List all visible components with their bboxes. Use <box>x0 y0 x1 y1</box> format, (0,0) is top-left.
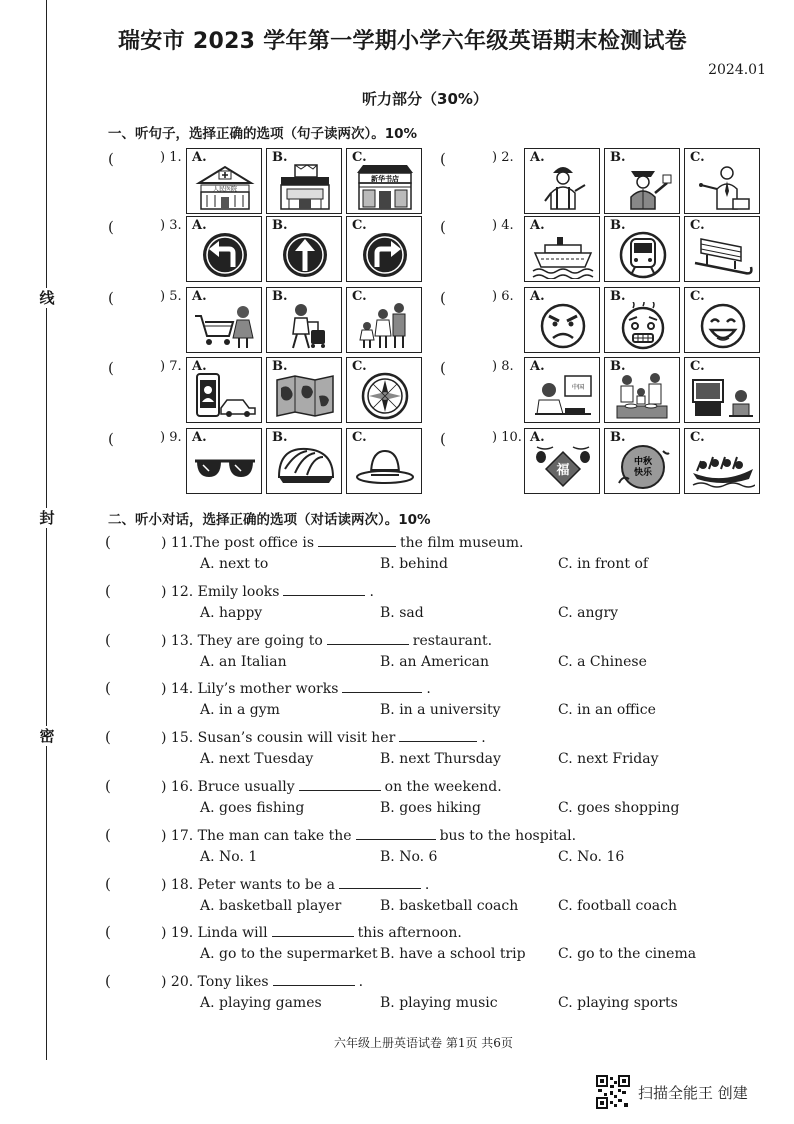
option-c-picture[interactable] <box>346 148 422 214</box>
option-b-picture[interactable] <box>604 216 680 282</box>
option-a-picture[interactable] <box>186 428 262 494</box>
question-number: ) 1. <box>160 150 182 165</box>
worker-icon <box>531 163 595 211</box>
question-stem: ) 19. Linda will <box>161 925 268 942</box>
option-a-picture[interactable] <box>186 216 262 282</box>
spring-festival-icon <box>531 443 595 491</box>
option-c-picture[interactable] <box>684 216 760 282</box>
phone-and-car-icon <box>193 372 257 420</box>
question-text <box>161 728 486 746</box>
question-number: ) 8. <box>492 359 514 374</box>
question-number: ) 9. <box>160 430 182 445</box>
option-a-picture[interactable] <box>524 148 600 214</box>
picture-question-4 <box>440 216 770 282</box>
option-label: A. <box>530 150 545 165</box>
boy-watching-tv-icon <box>691 372 755 420</box>
picture-question-5 <box>108 287 438 353</box>
option-label: B. <box>272 430 288 445</box>
question-text <box>161 777 502 795</box>
picture-question-6 <box>440 287 770 353</box>
dragon-boat-festival-icon <box>691 443 755 491</box>
option-c[interactable]: C. No. 16 <box>558 848 625 865</box>
option-b[interactable]: B. sad <box>380 604 424 621</box>
answer-paren-open[interactable]: ( <box>105 679 111 698</box>
answer-paren-open[interactable]: ( <box>440 218 446 236</box>
question-text <box>161 679 431 697</box>
option-label: A. <box>192 218 207 233</box>
picture-question-9 <box>108 428 438 494</box>
answer-paren-open[interactable]: ( <box>108 430 114 448</box>
option-c[interactable]: C. football coach <box>558 897 677 914</box>
ship-icon <box>531 231 595 279</box>
option-c-picture[interactable] <box>684 357 760 423</box>
bookstore-building-icon <box>353 163 417 211</box>
option-a[interactable]: A. an Italian <box>200 653 287 670</box>
answer-paren-open[interactable]: ( <box>105 777 111 795</box>
answer-paren-open[interactable]: ( <box>105 972 111 991</box>
option-a-picture[interactable] <box>524 216 600 282</box>
family-walking-icon <box>353 302 417 350</box>
option-label: B. <box>272 289 288 304</box>
option-a[interactable]: A. go to the supermarket <box>200 946 378 963</box>
option-b-picture[interactable] <box>604 428 680 494</box>
sled-icon <box>691 231 755 279</box>
answer-paren-open[interactable]: ( <box>108 218 114 236</box>
businessman-icon <box>691 163 755 211</box>
option-b-picture[interactable] <box>266 148 342 214</box>
answer-paren-open[interactable]: ( <box>108 359 114 377</box>
option-label: B. <box>610 430 626 445</box>
question-text <box>161 875 429 893</box>
picture-question-2 <box>440 148 770 214</box>
question-text <box>161 923 462 941</box>
option-b[interactable]: B. playing music <box>380 995 498 1012</box>
option-label: C. <box>352 359 367 374</box>
section-1-heading: 一、听句子，选择正确的选项（句子读两次）。10% <box>108 126 418 142</box>
option-label: A. <box>530 359 545 374</box>
option-b[interactable]: B. goes hiking <box>380 800 481 816</box>
girl-with-suitcase-icon <box>273 302 337 350</box>
binding-char-secret: 密 <box>37 726 57 746</box>
option-label: A. <box>530 218 545 233</box>
question-stem: ) 20. Tony likes <box>161 974 269 991</box>
mid-autumn-festival-icon <box>611 443 675 491</box>
option-b[interactable]: B. an American <box>380 653 490 670</box>
option-label: A. <box>530 430 545 445</box>
option-a[interactable]: A. happy <box>200 604 263 621</box>
option-b-picture[interactable] <box>266 216 342 282</box>
option-a-picture[interactable] <box>524 428 600 494</box>
family-cooking-icon <box>611 372 675 420</box>
option-c-picture[interactable] <box>684 428 760 494</box>
question-stem: ) 16. Bruce usually <box>161 779 295 795</box>
answer-paren-open[interactable]: ( <box>105 825 111 844</box>
binding-line <box>46 0 47 1060</box>
section-2-heading: 二、听小对话，选择正确的选项（对话读两次）。10% <box>108 512 431 528</box>
option-label: C. <box>690 150 705 165</box>
scanner-watermark <box>596 1074 748 1110</box>
worried-face-icon <box>611 302 675 350</box>
hospital-building-icon <box>193 163 257 211</box>
question-text <box>161 826 576 844</box>
question-text <box>161 631 492 649</box>
answer-paren-open[interactable]: ( <box>105 581 111 600</box>
question-text <box>161 582 374 600</box>
option-b-picture[interactable] <box>604 357 680 423</box>
question-number: ) 5. <box>160 289 182 304</box>
hat-icon <box>353 443 417 491</box>
answer-blank[interactable] <box>318 533 396 547</box>
option-a[interactable]: A. next Tuesday <box>200 751 314 768</box>
go-straight-sign-icon <box>273 231 337 279</box>
question-number: ) 2. <box>492 150 514 165</box>
option-label: A. <box>192 359 207 374</box>
option-c-picture[interactable] <box>346 357 422 423</box>
question-stem: ) 14. Lily’s mother works <box>161 681 339 698</box>
option-c[interactable]: C. goes shopping <box>558 800 680 816</box>
option-a[interactable]: A. goes fishing <box>200 800 305 816</box>
map-icon <box>273 372 337 420</box>
answer-blank[interactable] <box>327 631 409 645</box>
option-c[interactable]: C. in an office <box>558 702 656 719</box>
option-a[interactable]: A. basketball player <box>200 897 342 914</box>
answer-paren-open[interactable]: ( <box>105 630 111 649</box>
picture-question-3 <box>108 216 438 282</box>
answer-paren-open[interactable]: ( <box>440 150 446 168</box>
question-tail: . <box>481 730 486 747</box>
option-label: B. <box>272 359 288 374</box>
qr-code-icon <box>596 1075 630 1109</box>
option-a[interactable]: A. No. 1 <box>200 848 258 865</box>
question-tail: this afternoon. <box>357 925 462 942</box>
option-b[interactable]: B. behind <box>380 556 448 572</box>
question-tail: . <box>358 974 364 991</box>
answer-blank[interactable] <box>283 582 365 596</box>
question-tail: restaurant. <box>412 632 493 649</box>
option-a[interactable]: A. in a gym <box>200 702 280 719</box>
question-number: ) 10. <box>492 430 522 445</box>
question-stem: ) 12. Emily looks <box>161 583 280 600</box>
girl-at-computer-icon <box>531 372 595 420</box>
question-stem: ) 17. The man can take the <box>161 827 352 844</box>
answer-paren-open[interactable]: ( <box>440 359 446 377</box>
option-label: A. <box>530 289 545 304</box>
option-label: B. <box>610 218 626 233</box>
question-tail: . <box>426 681 431 698</box>
part-heading: 听力部分（30%） <box>362 90 488 108</box>
picture-question-7 <box>108 357 438 423</box>
question-stem: ) 15. Susan’s cousin will visit her <box>161 730 396 747</box>
option-b-picture[interactable] <box>604 148 680 214</box>
exam-date: 2024.01 <box>708 62 766 78</box>
cinema-building-icon <box>273 163 337 211</box>
answer-paren-open[interactable]: ( <box>440 430 446 448</box>
option-label: B. <box>610 150 626 165</box>
helmet-icon <box>273 443 337 491</box>
page-title: 瑞安市 2023 学年第一学期小学六年级英语期末检测试卷 <box>118 29 687 54</box>
scanner-text: 扫描全能王 创建 <box>638 1083 748 1102</box>
answer-paren-open[interactable]: ( <box>440 289 446 307</box>
answer-blank[interactable] <box>356 826 436 840</box>
option-c-picture[interactable] <box>684 287 760 353</box>
picture-question-10 <box>440 428 770 494</box>
answer-paren-open[interactable]: ( <box>105 533 111 551</box>
option-a-picture[interactable] <box>524 357 600 423</box>
option-a-picture[interactable] <box>186 357 262 423</box>
question-tail: . <box>424 876 430 893</box>
option-a-picture[interactable] <box>524 287 600 353</box>
option-b-picture[interactable] <box>266 428 342 494</box>
option-label: C. <box>690 218 705 233</box>
option-a-picture[interactable] <box>186 148 262 214</box>
question-tail: the film museum. <box>400 535 524 551</box>
option-b[interactable]: B. No. 6 <box>380 848 438 865</box>
girl-shopping-cart-icon <box>193 302 257 350</box>
option-b[interactable]: B. next Thursday <box>380 751 501 768</box>
option-label: B. <box>272 150 288 165</box>
question-number: ) 4. <box>492 218 514 233</box>
option-label: A. <box>192 430 207 445</box>
question-text <box>161 972 363 990</box>
page-footer: 六年级上册英语试卷 第1页 共6页 <box>334 1036 513 1050</box>
option-label: C. <box>352 150 367 165</box>
option-label: C. <box>352 218 367 233</box>
question-number: ) 7. <box>160 359 182 374</box>
option-c[interactable]: C. go to the cinema <box>558 946 697 963</box>
answer-blank[interactable] <box>342 679 422 693</box>
option-c[interactable]: C. next Friday <box>558 751 659 768</box>
police-officer-icon <box>611 163 675 211</box>
binding-char-line: 线 <box>37 288 57 308</box>
question-stem: ) 11.The post office is <box>161 535 315 551</box>
binding-char-seal: 封 <box>37 508 57 528</box>
question-text <box>161 533 523 551</box>
option-label: C. <box>352 289 367 304</box>
option-c-picture[interactable] <box>346 428 422 494</box>
angry-face-icon <box>531 302 595 350</box>
question-tail: on the weekend. <box>384 779 502 795</box>
option-c[interactable]: C. playing sports <box>558 995 678 1012</box>
option-c-picture[interactable] <box>684 148 760 214</box>
option-b-picture[interactable] <box>266 287 342 353</box>
option-label: C. <box>690 359 705 374</box>
option-c-picture[interactable] <box>346 216 422 282</box>
option-a[interactable]: A. playing games <box>200 995 322 1012</box>
option-label: C. <box>690 289 705 304</box>
answer-paren-open[interactable]: ( <box>108 150 114 168</box>
answer-paren-open[interactable]: ( <box>105 728 111 747</box>
answer-paren-open[interactable]: ( <box>108 289 114 307</box>
option-c-picture[interactable] <box>346 287 422 353</box>
option-a[interactable]: A. next to <box>200 556 269 572</box>
option-c[interactable]: C. a Chinese <box>558 653 647 670</box>
option-a-picture[interactable] <box>186 287 262 353</box>
compass-icon <box>353 372 417 420</box>
subway-train-icon <box>611 231 675 279</box>
picture-question-8 <box>440 357 770 423</box>
answer-paren-open[interactable]: ( <box>105 923 111 942</box>
option-b[interactable]: B. in a university <box>380 702 501 719</box>
option-b[interactable]: B. have a school trip <box>380 946 526 963</box>
option-label: A. <box>192 289 207 304</box>
option-label: A. <box>192 150 207 165</box>
binding-margin <box>0 0 70 1124</box>
option-label: B. <box>610 359 626 374</box>
question-tail: . <box>369 583 374 600</box>
option-label: B. <box>610 289 626 304</box>
question-stem: ) 13. They are going to <box>161 632 323 649</box>
option-c[interactable]: C. angry <box>558 604 619 621</box>
option-b-picture[interactable] <box>604 287 680 353</box>
option-label: B. <box>272 218 288 233</box>
option-label: C. <box>690 430 705 445</box>
sunglasses-icon <box>193 443 257 491</box>
option-b-picture[interactable] <box>266 357 342 423</box>
answer-paren-open[interactable]: ( <box>105 874 111 893</box>
picture-question-1 <box>108 148 438 214</box>
turn-right-sign-icon <box>353 231 417 279</box>
happy-face-icon <box>691 302 755 350</box>
answer-blank[interactable] <box>273 972 355 986</box>
question-number: ) 6. <box>492 289 514 304</box>
question-tail: bus to the hospital. <box>439 827 577 844</box>
option-c[interactable]: C. in front of <box>558 556 649 572</box>
question-stem: ) 18. Peter wants to be a <box>161 876 335 893</box>
question-number: ) 3. <box>160 218 182 233</box>
answer-blank[interactable] <box>399 728 477 742</box>
option-b[interactable]: B. basketball coach <box>380 897 519 914</box>
answer-blank[interactable] <box>272 923 354 937</box>
option-label: C. <box>352 430 367 445</box>
answer-blank[interactable] <box>339 875 421 889</box>
answer-blank[interactable] <box>299 777 381 791</box>
turn-left-sign-icon <box>193 231 257 279</box>
